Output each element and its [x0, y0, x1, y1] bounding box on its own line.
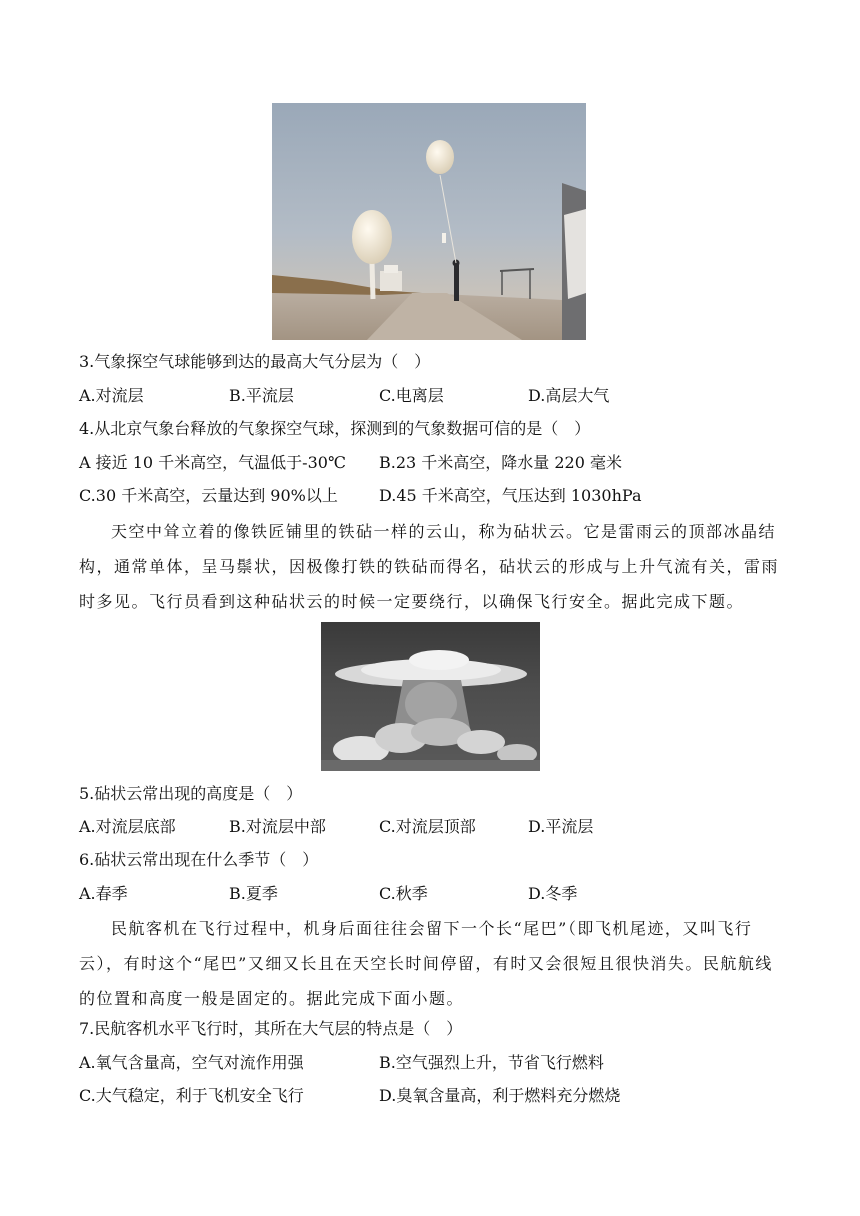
q7-option-a[interactable]: A.氧气含量高，空气对流作用强: [79, 1053, 304, 1072]
q3-option-c[interactable]: C.电离层: [379, 386, 444, 405]
q3-option-d[interactable]: D.高层大气: [528, 386, 610, 405]
q7-option-b[interactable]: B.空气强烈上升，节省飞行燃料: [379, 1053, 604, 1072]
passage-anvil-cloud: [79, 514, 783, 619]
passage-contrail: [79, 911, 783, 1016]
q5-option-d[interactable]: D.平流层: [528, 817, 594, 836]
q6-option-b[interactable]: B.夏季: [229, 884, 278, 903]
question-3-stem: 3.气象探空气球能够到达的最高大气分层为（ ）: [79, 352, 431, 371]
q4-option-b[interactable]: B.23 千米高空，降水量 220 毫米: [379, 453, 623, 472]
question-6-stem: 6.砧状云常出现在什么季节（ ）: [79, 850, 319, 869]
question-7-stem: 7.民航客机水平飞行时，其所在大气层的特点是（ ）: [79, 1019, 463, 1038]
q6-option-d[interactable]: D.冬季: [528, 884, 578, 903]
anvil-cloud-photo: [321, 622, 540, 771]
question-4-stem: 4.从北京气象台释放的气象探空气球，探测到的气象数据可信的是（ ）: [79, 419, 591, 438]
q3-option-a[interactable]: A.对流层: [79, 386, 144, 405]
q4-option-c[interactable]: C.30 千米高空，云量达到 90%以上: [79, 486, 338, 505]
question-5-stem: 5.砧状云常出现的高度是（ ）: [79, 784, 303, 803]
q6-option-a[interactable]: A.春季: [79, 884, 128, 903]
q4-option-a[interactable]: A 接近 10 千米高空，气温低于-30℃: [79, 453, 346, 472]
q6-option-c[interactable]: C.秋季: [379, 884, 428, 903]
q4-option-d[interactable]: D.45 千米高空，气压达到 1030hPa: [379, 486, 642, 505]
q7-option-d[interactable]: D.臭氧含量高，利于燃料充分燃烧: [379, 1086, 621, 1105]
q7-option-c[interactable]: C.大气稳定，利于飞机安全飞行: [79, 1086, 304, 1105]
q5-option-a[interactable]: A.对流层底部: [79, 817, 176, 836]
passage-anvil-cloud-text: 天空中耸立着的像铁匠铺里的铁砧一样的云山，称为砧状云。它是雷雨云的顶部冰晶结构，通常单体，呈马鬃状，因极像打铁的铁砧而得名，砧状云的形成与上升气流有关，雷雨时多见。飞行员看到这种砧状云的时候一定要绕行，以确保飞行安全。据此完成下题。: [79, 522, 780, 611]
q3-option-b[interactable]: B.平流层: [229, 386, 294, 405]
weather-balloon-photo: [272, 103, 586, 340]
q5-option-b[interactable]: B.对流层中部: [229, 817, 326, 836]
q5-option-c[interactable]: C.对流层顶部: [379, 817, 476, 836]
passage-contrail-text: 民航客机在飞行过程中，机身后面往往会留下一个长“尾巴”（即飞机尾迹，又叫飞行云），有时这个“尾巴”又细又长且在天空长时间停留，有时又会很短且很快消失。民航航线的位置和高度一般是固定的。据此完成下面小题。: [79, 919, 773, 1008]
